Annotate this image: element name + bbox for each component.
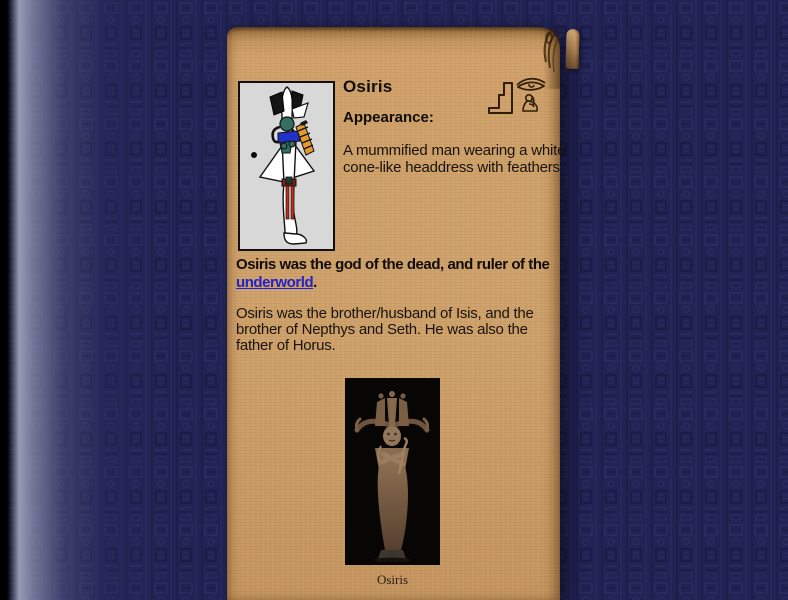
intro-line (236, 274, 549, 292)
intro-line: Osiris was the god of the dead, and ruler of the (236, 256, 550, 273)
osiris-illustration-frame (238, 81, 335, 251)
intro-period: . (313, 274, 317, 291)
osiris-hieroglyph-icon (487, 73, 547, 119)
osiris-statue-image (345, 378, 440, 565)
papyrus-scroll (227, 27, 566, 600)
osiris-statue-frame (345, 378, 440, 565)
appearance-line: cone-like headdress with feathers (343, 159, 560, 176)
scroll-flap (565, 29, 579, 69)
family-line: father of Horus. (236, 337, 336, 354)
page-title: Osiris (343, 77, 393, 96)
family-text (236, 306, 534, 354)
underworld-link[interactable]: underworld (236, 274, 314, 291)
appearance-line: A mummified man wearing a white (343, 142, 566, 159)
appearance-heading: Appearance: (343, 109, 434, 126)
family-line: Osiris was the brother/husband of Isis, and the (236, 305, 534, 322)
statue-caption: Osiris (376, 572, 409, 587)
book-spine-shading (0, 0, 170, 600)
list-bullet (251, 152, 257, 158)
appearance-text (343, 142, 565, 176)
intro-text (236, 256, 549, 292)
osiris-illustration-image (240, 83, 333, 249)
family-line: brother of Nepthys and Seth. He was also the (236, 321, 528, 338)
